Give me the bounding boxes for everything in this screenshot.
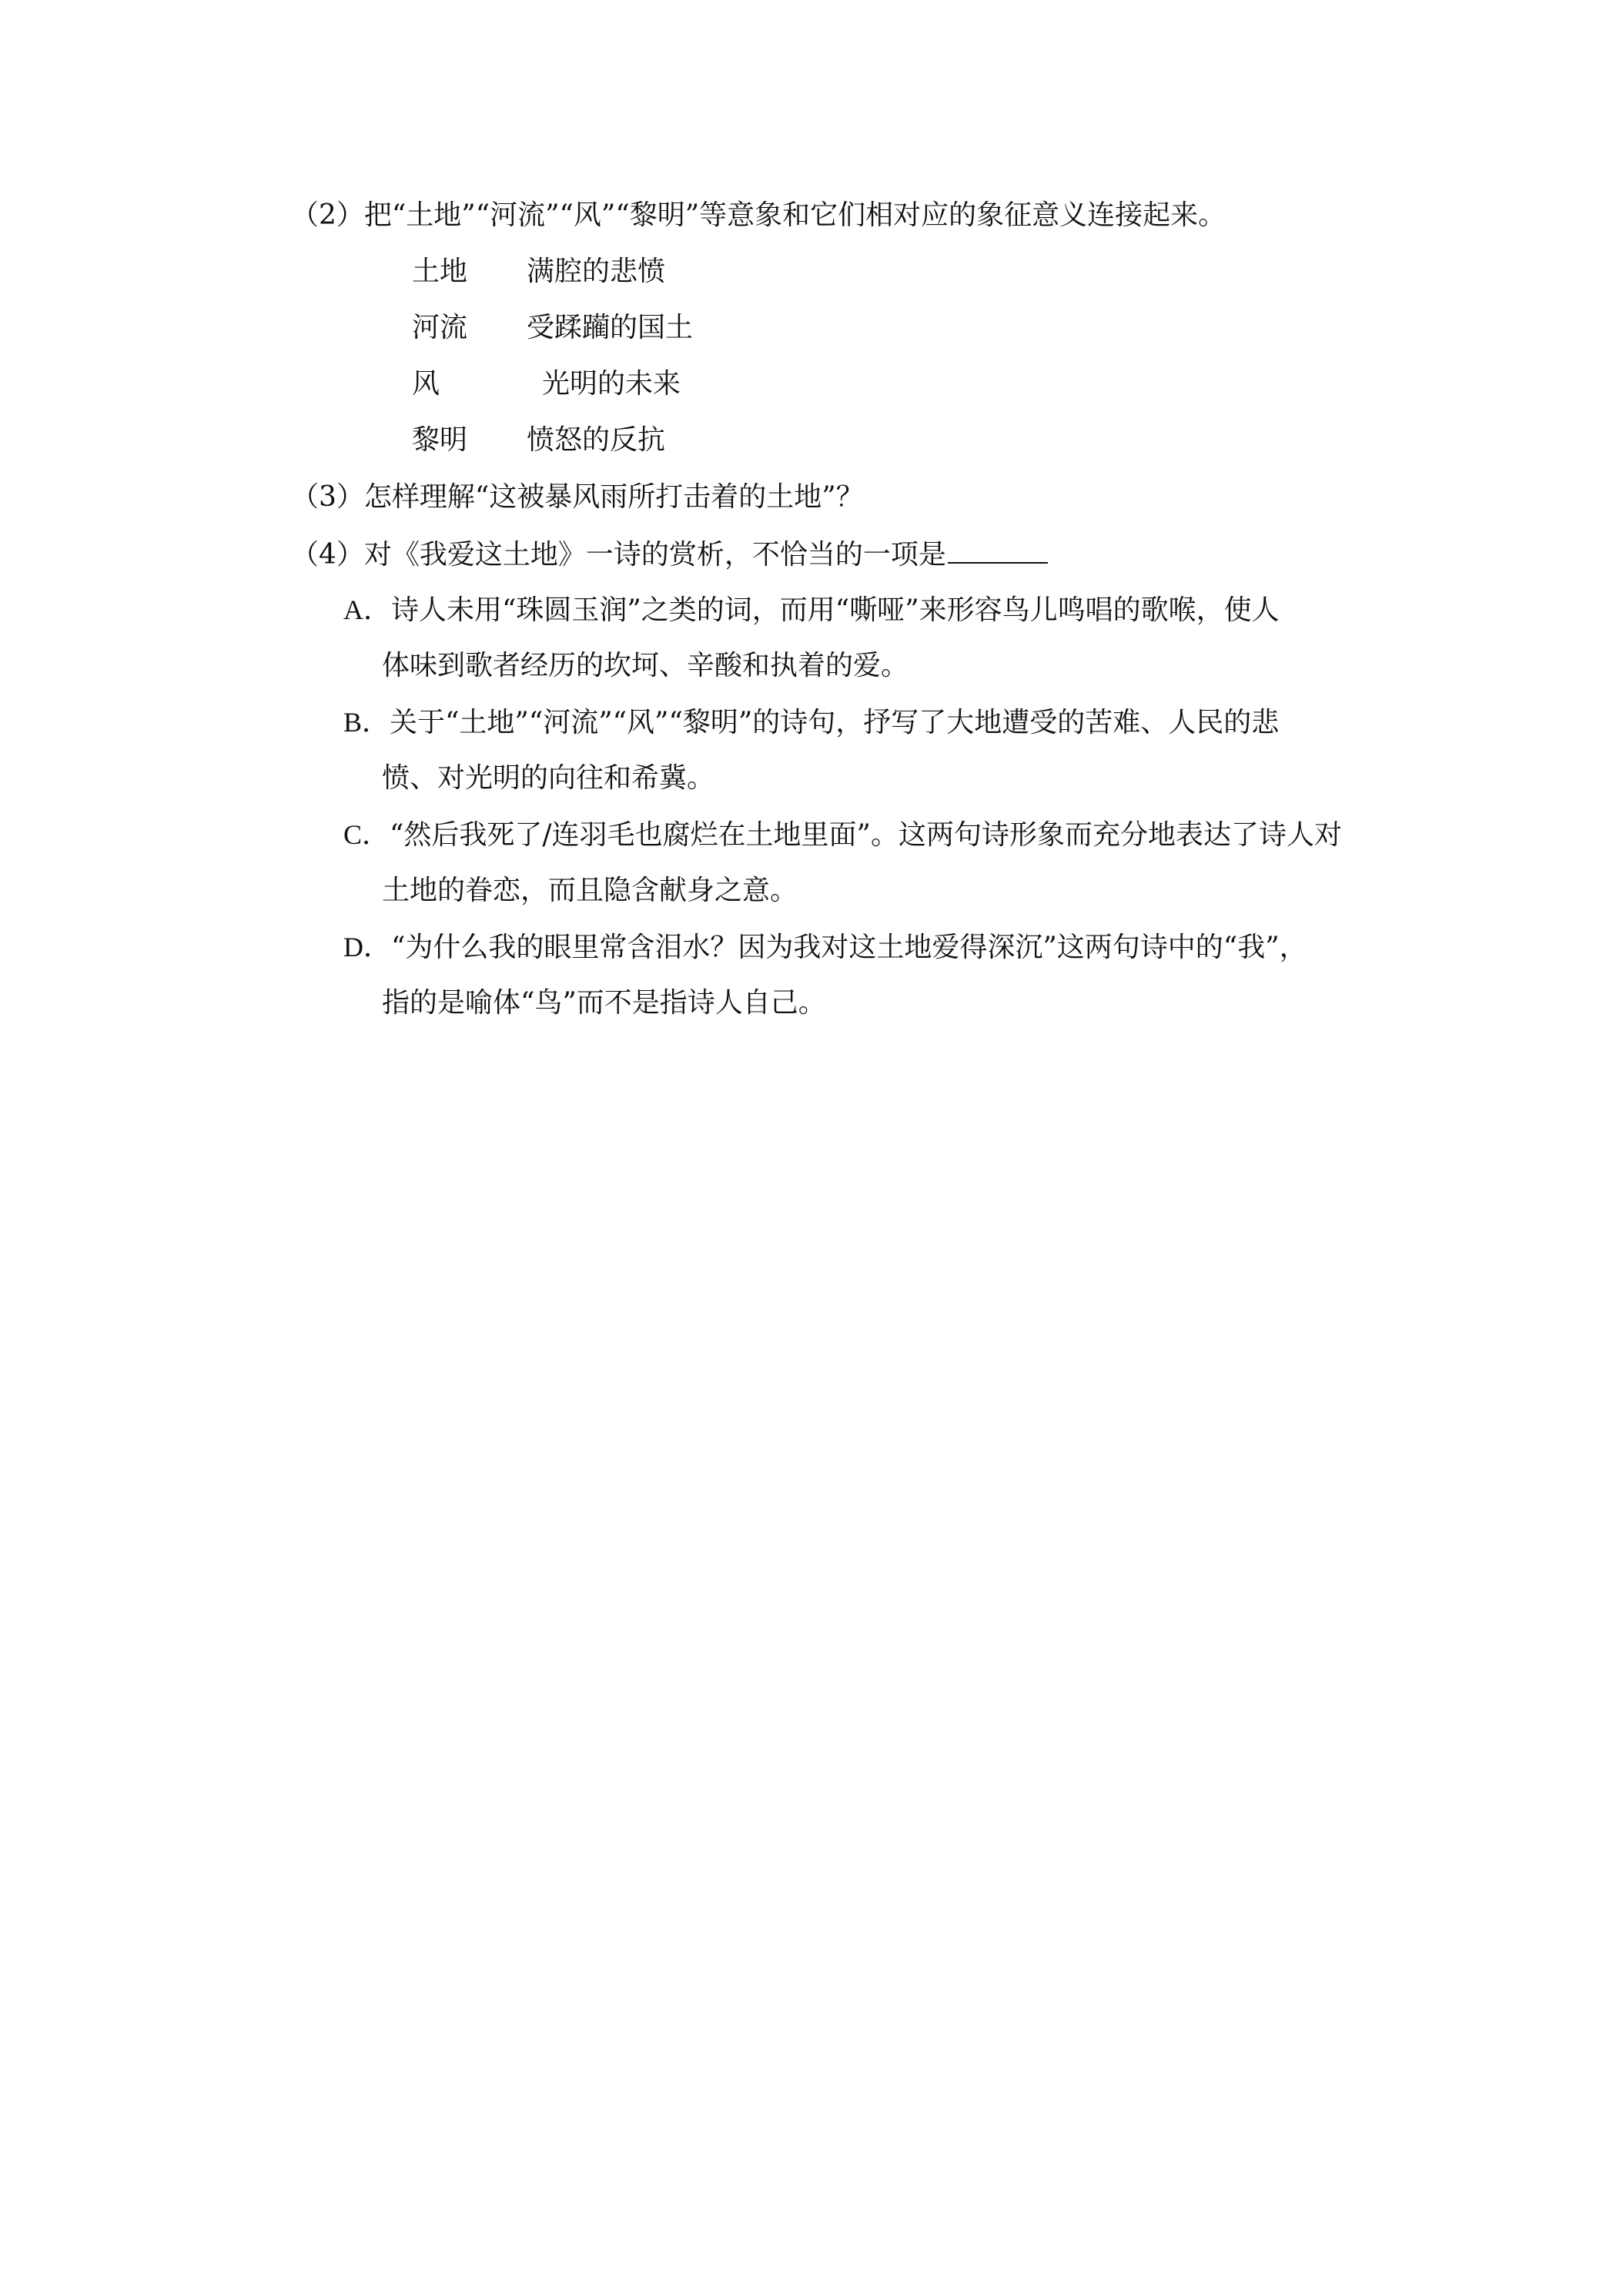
option-a-line2: 体味到歌者经历的坎坷、辛酸和执着的爱。 [382,650,909,681]
option-b-line1: 关于“土地”“河流”“风”“黎明”的诗句，抒写了大地遭受的苦难、人民的悲 [390,707,1280,738]
match-left-item: 河流 [412,312,468,343]
match-right-item: 光明的未来 [542,368,681,400]
match-left-item: 黎明 [412,424,468,456]
option-c-line2: 土地的眷恋，而且隐含献身之意。 [382,875,798,906]
option-a-letter: A． [343,594,391,625]
option-d [343,930,1307,965]
option-b [343,705,1279,740]
answer-blank[interactable] [948,536,1048,564]
option-c [343,818,1342,852]
question-4-text: （4）对《我爱这土地》一诗的赏析，不恰当的一项是 [291,539,946,571]
option-a [343,593,1280,628]
question-4-prompt [291,536,1048,572]
option-b-line2: 愤、对光明的向往和希冀。 [382,762,715,794]
match-left-item: 土地 [412,256,468,287]
match-right-item: 愤怒的反抗 [527,424,666,456]
option-d-letter: D． [343,932,391,962]
match-right-item: 满腔的悲愤 [527,256,666,287]
match-left-item: 风 [412,368,440,400]
option-d-line2: 指的是喻体“鸟”而不是指诗人自己。 [382,987,826,1019]
option-b-letter: B． [343,707,390,738]
match-right-item: 受蹂躏的国土 [527,312,694,343]
question-3-prompt: （3）怎样理解“这被暴风雨所打击着的土地”？ [291,481,864,513]
option-d-line1: “为什么我的眼里常含泪水？因为我对这土地爱得深沉”这两句诗中的“我”， [391,932,1307,963]
option-a-line1: 诗人未用“珠圆玉润”之类的词，而用“嘶哑”来形容鸟儿鸣唱的歌喉，使人 [391,594,1280,626]
question-2-prompt: （2）把“土地”“河流”“风”“黎明”等意象和它们相对应的象征意义连接起来。 [291,199,1226,231]
option-c-line1: “然后我死了/连羽毛也腐烂在土地里面”。这两句诗形象而充分地表达了诗人对 [390,819,1342,851]
option-c-letter: C． [343,819,390,850]
